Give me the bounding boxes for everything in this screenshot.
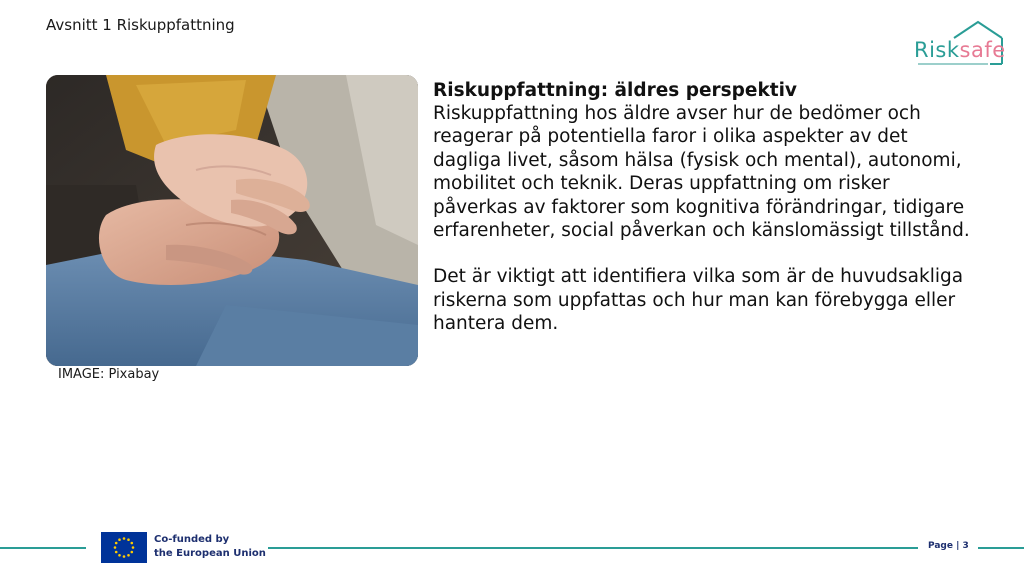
content-heading: Riskuppfattning: äldres perspektiv [433,80,797,101]
eu-flag-icon [101,532,147,563]
image-caption: IMAGE: Pixabay [58,367,160,382]
hands-photo [46,75,418,366]
footer-line-right [978,547,1024,549]
logo-tagline-bar [918,63,988,65]
footer-line-middle [268,547,918,549]
section-title: Avsnitt 1 Riskuppfattning [46,16,235,34]
eu-cofunded-text [154,533,266,561]
logo-wordmark: Risksafe [914,38,1006,62]
page-number: Page | 3 [928,541,969,551]
footer-line-left [0,547,86,549]
risksafe-logo [910,18,1006,70]
paragraph-2: Det är viktigt att identifiera vilka som är de huvudsakliga riskerna som uppfattas och hur man kan förebygga eller hantera dem. [433,266,964,335]
content-block [433,79,973,336]
eu-line-1: Co-funded by [154,534,230,545]
paragraph-1: Riskuppfattning hos äldre avser hur de bedömer och reagerar på potentiella faror i olika aspekter av det dagliga livet, såsom hälsa (fysisk och mental), autonomi, mobilitet och teknik. Deras uppfattning om risker påverkas av faktorer som kognitiva förändringar, tidigare erfarenheter, social påverkan och känslomässigt tillstånd. [433,103,970,242]
eu-line-2: the European Union [154,548,266,559]
